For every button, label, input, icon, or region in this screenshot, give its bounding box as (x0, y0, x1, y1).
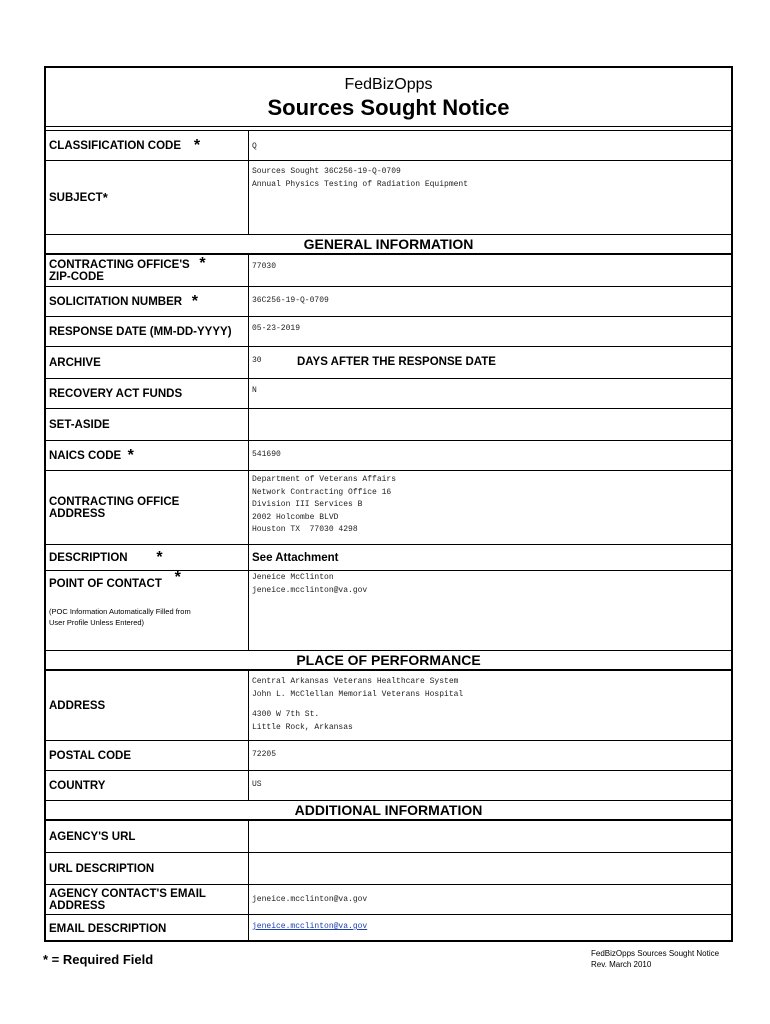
agency-url-label: AGENCY'S URL (49, 830, 136, 843)
sources-sought-form (44, 66, 733, 942)
subject-value[interactable] (248, 161, 731, 234)
address-line: John L. McClellan Memorial Veterans Hospital (252, 689, 464, 699)
agency-url-row (46, 820, 731, 852)
poc-note: (POC Information Automatically Filled from User Profile Unless Entered) (49, 607, 191, 627)
office-address-value[interactable] (248, 471, 731, 544)
address-line: Network Contracting Office 16 (252, 487, 392, 497)
poc-row (46, 570, 731, 650)
archive-suffix: DAYS AFTER THE RESPONSE DATE (297, 356, 496, 368)
classification-row (46, 130, 731, 160)
description-label: DESCRIPTION (49, 551, 128, 564)
description-row (46, 544, 731, 570)
country-row (46, 770, 731, 800)
classification-label: CLASSIFICATION CODE (49, 139, 182, 152)
form-title: Sources Sought Notice (267, 95, 510, 120)
solicitation-row (46, 286, 731, 316)
place-address-label: ADDRESS (49, 699, 106, 712)
archive-field[interactable] (248, 347, 731, 378)
office-address-row (46, 470, 731, 544)
url-description-value[interactable] (248, 853, 731, 884)
zip-value[interactable]: 77030 (248, 255, 731, 286)
url-description-row (46, 852, 731, 884)
agency-email-label: AGENCY CONTACT'S EMAIL (49, 887, 206, 900)
poc-value[interactable] (248, 571, 731, 650)
country-label: COUNTRY (49, 779, 106, 792)
poc-name: Jeneice McClinton (252, 573, 334, 582)
postal-code-value[interactable]: 72205 (248, 741, 731, 770)
naics-row (46, 440, 731, 470)
address-line: 4300 W 7th St. (252, 710, 320, 719)
response-date-value[interactable]: 05-23-2019 (248, 317, 731, 346)
agency-email-value[interactable]: jeneice.mcclinton@va.gov (248, 885, 731, 914)
country-value[interactable]: US (248, 771, 731, 800)
poc-label: POINT OF CONTACT (49, 578, 162, 590)
address-line: 2002 Holcombe BLVD (252, 512, 339, 522)
classification-value[interactable]: Q (248, 131, 731, 160)
address-line: Little Rock, Arkansas (252, 722, 353, 732)
required-star: * (127, 446, 134, 464)
form-name: FedBizOpps Sources Sought Notice (591, 949, 720, 958)
required-field-legend: * = Required Field (43, 952, 154, 967)
naics-label: NAICS CODE (49, 449, 122, 462)
description-value[interactable]: See Attachment (248, 545, 731, 570)
required-star: * (199, 255, 206, 272)
place-of-performance-heading: PLACE OF PERFORMANCE (46, 650, 731, 670)
agency-url-value[interactable] (248, 821, 731, 852)
archive-value: 30 (252, 356, 262, 365)
required-star: * (174, 569, 181, 586)
office-address-label-2: ADDRESS (49, 507, 106, 520)
address-line: Department of Veterans Affairs (252, 475, 397, 484)
solicitation-value[interactable]: 36C256-19-Q-0709 (248, 287, 731, 316)
place-address-value[interactable] (248, 671, 731, 740)
zip-label: CONTRACTING OFFICE'S (49, 259, 190, 271)
form-header (46, 68, 731, 127)
general-information-heading: GENERAL INFORMATION (46, 234, 731, 254)
postal-code-label: POSTAL CODE (49, 749, 131, 762)
postal-code-row (46, 740, 731, 770)
address-line: Central Arkansas Veterans Healthcare System (252, 677, 459, 686)
response-date-row (46, 316, 731, 346)
address-line: Division III Services B (252, 500, 363, 509)
form-revision-note (591, 948, 719, 970)
zip-label-2: ZIP-CODE (49, 271, 104, 283)
subject-line: Sources Sought 36C256-19-Q-0709 (252, 167, 401, 176)
response-date-label: RESPONSE DATE (MM-DD-YYYY) (49, 325, 232, 338)
zip-row (46, 254, 731, 286)
solicitation-label: SOLICITATION NUMBER (49, 295, 183, 308)
additional-information-heading: ADDITIONAL INFORMATION (46, 800, 731, 820)
email-description-link[interactable]: jeneice.mcclinton@va.gov (252, 922, 368, 931)
poc-email: jeneice.mcclinton@va.gov (252, 585, 368, 595)
archive-label: ARCHIVE (49, 356, 101, 369)
archive-row (46, 346, 731, 378)
recovery-row (46, 378, 731, 408)
office-address-label: CONTRACTING OFFICE (49, 495, 180, 508)
address-line: Houston TX 77030 4298 (252, 525, 358, 534)
recovery-label: RECOVERY ACT FUNDS (49, 387, 183, 400)
form-revision: Rev. March 2010 (591, 960, 652, 969)
subject-label: SUBJECT (49, 191, 103, 204)
recovery-value[interactable]: N (248, 379, 731, 408)
set-aside-row (46, 408, 731, 440)
required-star: * (193, 136, 201, 154)
url-description-label: URL DESCRIPTION (49, 862, 155, 875)
place-address-row (46, 670, 731, 740)
set-aside-label: SET-ASIDE (49, 418, 110, 431)
naics-value[interactable]: 541690 (248, 441, 731, 470)
set-aside-value[interactable] (248, 409, 731, 440)
agency-email-label-2: ADDRESS (49, 899, 106, 912)
site-name: FedBizOpps (344, 76, 433, 93)
email-description-row (46, 914, 731, 942)
subject-row (46, 160, 731, 234)
required-star: * (191, 292, 198, 310)
subject-line: Annual Physics Testing of Radiation Equipment (252, 179, 469, 189)
agency-email-row (46, 884, 731, 914)
email-description-label: EMAIL DESCRIPTION (49, 922, 167, 935)
required-star: * (102, 189, 108, 205)
required-star: * (156, 548, 163, 566)
